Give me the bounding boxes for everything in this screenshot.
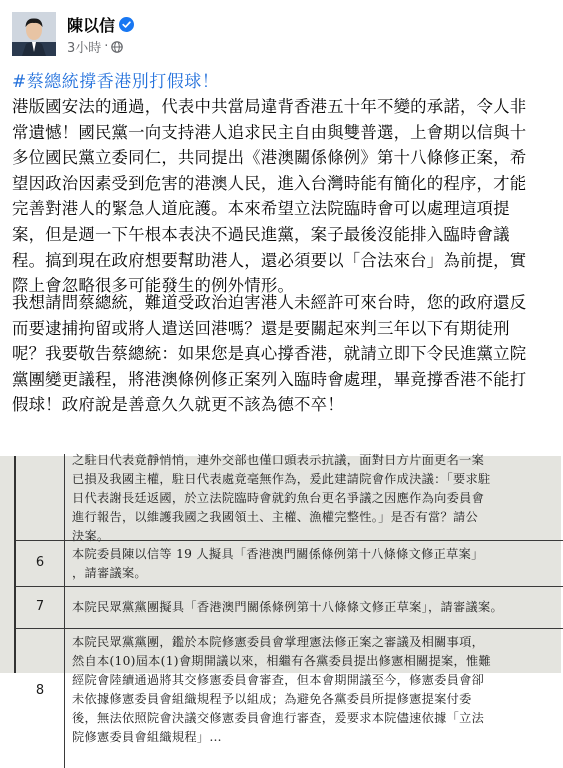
agenda-row-number: 8: [35, 683, 45, 698]
agenda-row-number: 7: [35, 599, 45, 614]
agenda-row-text: [72, 633, 562, 747]
doc-line: 本院民眾黨黨團擬具「香港澳門關係條例第十八條條文修正草案」，請審議案。: [72, 600, 503, 614]
column-divider: [64, 541, 65, 586]
post-header: [12, 10, 542, 58]
globe-icon[interactable]: [111, 41, 123, 53]
text-line: 黨團變更議程，將港澳條例修正案列入臨時會處理，畢竟撐香港不能打: [12, 369, 527, 389]
column-divider: [64, 454, 65, 540]
agenda-row: [16, 628, 563, 768]
doc-line: 之駐日代表竟靜悄悄，連外交部也僅口頭表示抗議，面對日方片面更名一案: [72, 453, 485, 467]
agenda-row: [16, 586, 563, 628]
hashtag-link[interactable]: #蔡總統撐香港別打假球！: [12, 72, 220, 92]
doc-line: 未依據修憲委員會組織規程予以組成；為避免各黨委員所提修憲提案付委: [72, 692, 472, 706]
text-line: 呢？我要敬告蔡總統：如果您是真心撐香港，就請立即下令民進黨立院: [12, 344, 527, 364]
text-line: 多位國民黨立委同仁，共同提出《港澳關係條例》第十八條修正案，希: [12, 148, 527, 168]
agenda-row-text: [72, 545, 562, 583]
text-line: 望因政治因素受到危害的港澳人民，進入台灣時能有簡化的程序，才能: [12, 173, 527, 193]
author-name-text[interactable]: 陳以信: [67, 16, 116, 35]
doc-line: 決案。: [72, 529, 110, 543]
column-divider: [64, 629, 65, 768]
column-divider: [64, 587, 65, 628]
agenda-row: [16, 453, 563, 543]
agenda-row: [16, 540, 563, 586]
agenda-row-text: [72, 451, 562, 546]
doc-line: 已損及我國主權，駐日代表處竟毫無作為，爰此建請院會作成決議：「要求駐: [72, 472, 491, 486]
text-line: 案，但是週一下午根本表決不過民進黨，案子最後沒能排入臨時會議: [12, 224, 510, 244]
text-line: 我想請問蔡總統，難道受政治迫害港人未經許可來台時，您的政府還反: [12, 293, 527, 312]
text-line: 際上會忽略很多可能發生的例外情形。: [12, 276, 295, 296]
doc-line: 後，無法依照院會決議交修憲委員會進行審查，爰要求本院儘速依據「立法: [72, 711, 485, 725]
verified-badge-icon: [119, 17, 134, 32]
post-timestamp[interactable]: 3小時: [67, 41, 102, 56]
agenda-row-text: [72, 598, 562, 617]
doc-line: 院修憲委員會組織規程」…: [72, 730, 222, 744]
meta-separator: ·: [104, 39, 109, 54]
text-line: 程。搞到現在政府想要幫助港人，還必須要以「合法來台」為前提，實: [12, 250, 527, 270]
author-name[interactable]: [67, 13, 134, 36]
avatar[interactable]: [12, 12, 56, 56]
text-line: 完善對港人的緊急人道庇護。本來希望立法院臨時會可以處理這項提: [12, 199, 510, 219]
doc-line: 進行報告，以維護我國之我國領土、主權、漁權完整性。」是否有當？請公: [72, 510, 478, 524]
post-photo-document[interactable]: [0, 453, 561, 744]
post-paragraph-1: [12, 94, 552, 299]
text-line: 常遺憾！國民黨一向支持港人追求民主自由與雙普選，上會期以信與十: [12, 122, 527, 142]
doc-line: 日代表謝長廷返國，於立法院臨時會就釣魚台更名爭議之因應作為向委員會: [72, 491, 485, 505]
doc-line: 本院委員陳以信等 19 人擬具「香港澳門關係條例第十八條條文修正草案」: [72, 547, 484, 561]
doc-line: ，請審議案。: [72, 566, 147, 580]
text-line: 而要逮捕拘留或將人遣送回港嗎？還是要關起來判三年以下有期徒刑: [12, 318, 510, 338]
doc-line: 然自本(10)屆本(1)會期開議以來，相繼有各黨委員提出修憲相關提案，惟難: [72, 654, 492, 668]
text-line: 假球！政府說是善意久久就更不該為德不卒！: [12, 395, 344, 415]
text-line: 港版國安法的通過，代表中共當局違背香港五十年不變的承諾，令人非: [12, 97, 527, 116]
doc-line: 本院民眾黨黨團，鑑於本院修憲委員會掌理憲法修正案之審議及相關事項，: [72, 635, 485, 649]
agenda-table: [14, 453, 561, 744]
post-paragraph-2: [12, 290, 552, 418]
agenda-row-number: 6: [35, 555, 45, 570]
doc-line: 經院會陸續通過將其交修憲委員會審查，但本會期開議至今，修憲委員會卻: [72, 673, 485, 687]
post-meta: [67, 37, 123, 56]
